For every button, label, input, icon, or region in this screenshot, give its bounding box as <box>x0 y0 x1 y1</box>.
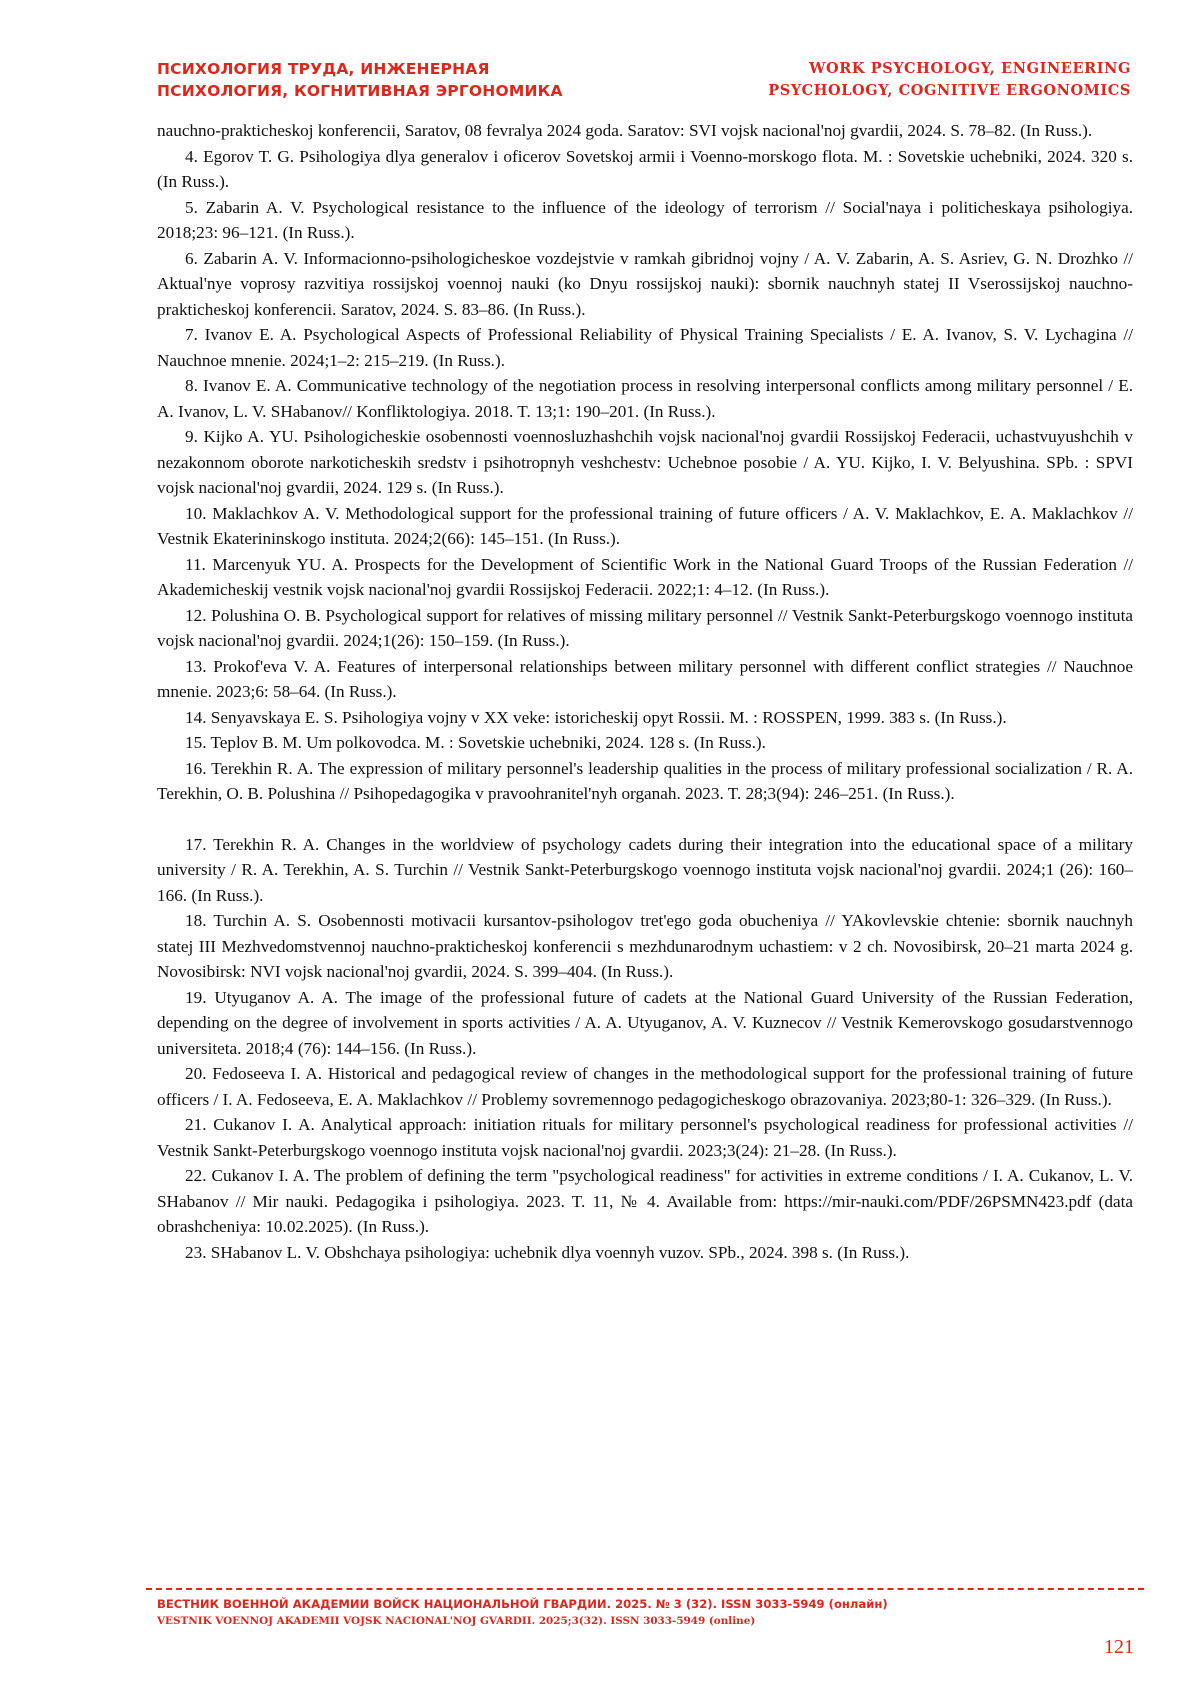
running-header-ru <box>157 58 563 102</box>
reference-item: 21. Cukanov I. A. Analytical approach: initiation rituals for military personnel's psychological readiness for professional activities // Vestnik Sankt-Peterburgskogo voennogo instituta vojsk nacional'noj gvardii. 2023;3(24): 21–28. (In Russ.). <box>157 1115 1133 1160</box>
reference-item: 22. Cukanov I. A. The problem of defining the term "psychological readiness" for activities in extreme conditions / I. A. Cukanov, L. V. SHabanov // Mir nauki. Pedagogika i psihologiya. 2023. T. 11, № 4. Available from: https://mir-nauki.com/PDF/26PSMN423.pdf (data obrashcheniya: 10.02.2025). (In Russ.). <box>157 1166 1133 1236</box>
reference-item: 8. Ivanov E. A. Communicative technology of the negotiation process in resolving interpersonal conflicts among military personnel / E. A. Ivanov, L. V. SHabanov// Konfliktologiya. 2018. T. 13;1: 190–201. (In Russ.). <box>157 376 1133 421</box>
footer-divider <box>146 1588 1144 1590</box>
reference-item: nauchno-prakticheskoj konferencii, Saratov, 08 fevralya 2024 goda. Saratov: SVI vojsk nacional'noj gvardii, 2024. S. 78–82. (In Russ.). <box>157 121 1093 140</box>
reference-item: 19. Utyuganov A. A. The image of the professional future of cadets at the National Guard University of the Russian Federation, depending on the degree of involvement in sports activities / A. A. Utyuganov, A. V. Kuznecov // Vestnik Kemerovskogo gosudarstvennogo universiteta. 2018;4 (76): 144–156. (In Russ.). <box>157 987 1133 1058</box>
reference-item: 15. Teplov B. M. Um polkovodca. M. : Sovetskie uchebniki, 2024. 128 s. (In Russ.). <box>185 733 766 752</box>
reference-item: 17. Terekhin R. A. Changes in the worldview of psychology cadets during their integration into the educational space of a military university / R. A. Terekhin, A. S. Turchin // Vestnik Sankt-Peterburgskogo voennogo instituta vojsk nacional'noj gvardii. 2024;1 (26): 160–166. (In Russ.). <box>157 834 1133 905</box>
footer-journal-en: VESTNIK VOENNOJ AKADEMII VOJSK NACIONAL'NOJ GVARDII. 2025;3(32). ISSN 3033-5949 (online) <box>157 1615 756 1627</box>
reference-item: 4. Egorov T. G. Psihologiya dlya generalov i oficerov Sovetskoj armii i Voenno-morskogo flota. M. : Sovetskie uchebniki, 2024. 320 s. (In Russ.). <box>157 146 1133 191</box>
reference-item: 12. Polushina O. B. Psychological support for relatives of missing military personnel // Vestnik Sankt-Peterburgskogo voennogo instituta vojsk nacional'noj gvardii. 2024;1(26): 150–159. (In Russ.). <box>157 605 1133 650</box>
page-number: 121 <box>1104 1636 1134 1658</box>
reference-item: 13. Prokof'eva V. A. Features of interpersonal relationships between military personnel with different conflict strategies // Nauchnoe mnenie. 2023;6: 58–64. (In Russ.). <box>157 656 1133 701</box>
footer-journal-ru: ВЕСТНИК ВОЕННОЙ АКАДЕМИИ ВОЙСК НАЦИОНАЛЬНОЙ ГВАРДИИ. 2025. № 3 (32). ISSN 3033-5949 (онлайн) <box>157 1597 888 1611</box>
reference-item: 23. SHabanov L. V. Obshchaya psihologiya: uchebnik dlya voennyh vuzov. SPb., 2024. 398 s. (In Russ.). <box>185 1242 910 1262</box>
reference-item: 20. Fedoseeva I. A. Historical and pedagogical review of changes in the methodological support for the professional training of future officers / I. A. Fedoseeva, E. A. Maklachkov // Problemy sovremennogo pedagogicheskogo obrazovaniya. 2023;80-1: 326–329. (In Russ.). <box>157 1064 1133 1109</box>
header-en-line-1: WORK PSYCHOLOGY, ENGINEERING <box>809 60 1131 77</box>
reference-item: 5. Zabarin A. V. Psychological resistance to the influence of the ideology of terrorism // Social'naya i politicheskaya psihologiya. 2018;23: 96–121. (In Russ.). <box>157 197 1133 242</box>
reference-list <box>157 118 1133 1265</box>
reference-item: 7. Ivanov E. A. Psychological Aspects of Professional Reliability of Physical Training Specialists / E. A. Ivanov, S. V. Lychagina // Nauchnoe mnenie. 2024;1–2: 215–219. (In Russ.). <box>157 325 1133 370</box>
reference-item: 11. Marcenyuk YU. A. Prospects for the Development of Scientific Work in the National Guard Troops of the Russian Federation // Akademicheskij vestnik vojsk nacional'noj gvardii Rossijskoj Federacii. 2022;1: 4–12. (In Russ.). <box>157 554 1133 599</box>
reference-item: 10. Maklachkov A. V. Methodological support for the professional training of future officers / A. V. Maklachkov, E. A. Maklachkov // Vestnik Ekaterininskogo instituta. 2024;2(66): 145–151. (In Russ.). <box>157 503 1133 548</box>
header-ru-line-2: ПСИХОЛОГИЯ, КОГНИТИВНАЯ ЭРГОНОМИКА <box>157 82 563 100</box>
reference-item: 18. Turchin A. S. Osobennosti motivacii kursantov-psihologov tret'ego goda obucheniya // YAkovlevskie chteniе: sbornik nauchnyh statej III Mezhvedomstvennoj nauchno-prakticheskoj konferencii s mezhdunarodnym uchastiem: v 2 ch. Novosibirsk, 20–21 marta 2024 g. Novosibirsk: NVI vojsk nacional'noj gvardii, 2024. S. 399–404. (In Russ.). <box>157 911 1133 981</box>
running-header-en <box>768 58 1131 102</box>
reference-item: 14. Senyavskaya E. S. Psihologiya vojny v XX veke: istoricheskij opyt Rossii. M. : ROSSPEN, 1999. 383 s. (In Russ.). <box>185 707 1007 727</box>
reference-item: 16. Terekhin R. A. The expression of military personnel's leadership qualities in the process of military professional socialization / R. A. Terekhin, O. B. Polushina // Psihopedagogika v pravoohranitel'nyh organah. 2023. T. 28;3(94): 246–251. (In Russ.). <box>157 758 1133 803</box>
reference-item: 9. Kijko A. YU. Psihologicheskie osobennosti voennosluzhashchih vojsk nacional'noj gvardii Rossijskoj Federacii, uchastvuyushchih v nezakonnom oborote narkoticheskih sredstv i psihotropnyh veshchestv: Uchebnoe posobie / A. YU. Kijko, I. V. Belyushina. SPb. : SPVI vojsk nacional'noj gvardii, 2024. 129 s. (In Russ.). <box>157 427 1133 497</box>
header-ru-line-1: ПСИХОЛОГИЯ ТРУДА, ИНЖЕНЕРНАЯ <box>157 60 490 78</box>
header-en-line-2: PSYCHOLOGY, COGNITIVE ERGONOMICS <box>768 82 1131 99</box>
reference-item: 6. Zabarin A. V. Informacionno-psihologicheskoe vozdejstvie v ramkah gibridnoj vojny / A. V. Zabarin, A. S. Asriev, G. N. Drozhko // Aktual'nye voprosy razvitiya rossijskoj voennoj nauki (ko Dnyu rossijskoj nauki): sbornik nauchnyh statej II Vserossijskoj nauchno-prakticheskoj konferencii. Saratov, 2024. S. 83–86. (In Russ.). <box>157 248 1133 319</box>
